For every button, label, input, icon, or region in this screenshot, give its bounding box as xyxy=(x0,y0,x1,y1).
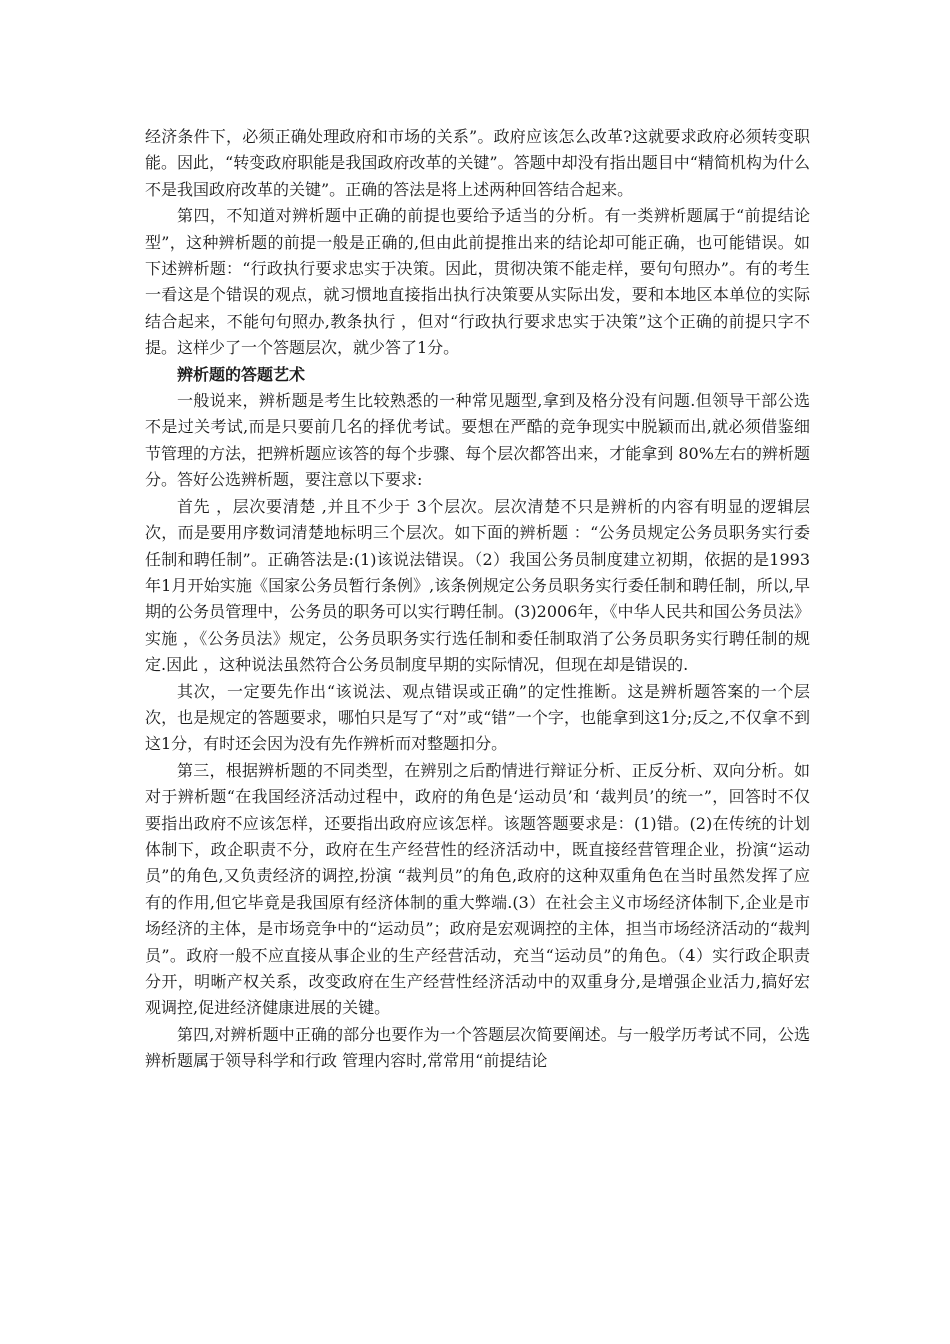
paragraph-second: 其次，一定要先作出“该说法、观点错误或正确”的定性推断。这是辨析题答案的一个层次，也是规定的答题要求，哪怕只是写了“对”或“错”一个字，也能拿到这1分;反之,不仅拿不到这1分，有时还会因为没有先作辨析而对整题扣分。 xyxy=(145,681,810,754)
paragraph-intro: 一般说来，辨析题是考生比较熟悉的一种常见题型,拿到及格分没有问题.但领导干部公选不是过关考试,而是只要前几名的择优考试。要想在严酷的竞争现实中脱颖而出,就必须借鉴细节管理的方法，把辨析题应该答的每个步骤、每个层次都答出来，才能拿到 80%左右的辨析题分。答好公选辨析题，要注意以下要求: xyxy=(145,391,810,490)
paragraph-fourth: 第四,对辨析题中正确的部分也要作为一个答题层次简要阐述。与一般学历考试不同，公选辨析题属于领导科学和行政 管理内容时,常常用“前提结论 xyxy=(145,1024,810,1071)
paragraph-continuation: 经济条件下，必须正确处理政府和市场的关系”。政府应该怎么改革?这就要求政府必须转变职能。因此，“转变政府职能是我国政府改革的关键”。答题中却没有指出题目中“精简机构为什么不是我国政府改革的关键”。正确的答法是将上述两种回答结合起来。 xyxy=(145,127,810,199)
document-body xyxy=(145,124,810,1075)
paragraph-third: 第三，根据辨析题的不同类型，在辨别之后酌情进行辩证分析、正反分析、双向分析。如对于辨析题“在我国经济活动过程中，政府的角色是‘运动员’和 ‘裁判员’的统一”，回答时不仅要指出政府不应该怎样，还要指出政府应该怎样。该题答题要求是：(1)错。(2)在传统的计划体制下，政企职责不分，政府在生产经营性的经济活动中，既直接经营管理企业，扮演“运动员”的角色,又负责经济的调控,扮演 “裁判员”的角色,政府的这种双重角色在当时虽然发挥了应有的作用,但它毕竟是我国原有经济体制的重大弊端.(3）在社会主义市场经济体制下,企业是市场经济的主体，是市场竞争中的“运动员”；政府是宏观调控的主体，担当市场经济活动的“裁判员”。政府一般不应直接从事企业的生产经营活动，充当“运动员”的角色。（4）实行政企职责分开，明晰产权关系，改变政府在生产经营性经济活动中的双重身分,是增强企业活力,搞好宏观调控,促进经济健康进展的关键。 xyxy=(145,760,810,1018)
section-heading: 辨析题的答题艺术 xyxy=(177,364,306,384)
paragraph-fourth-premise: 第四，不知道对辨析题中正确的前提也要给予适当的分析。有一类辨析题属于“前提结论型”，这种辨析题的前提一般是正确的,但由此前提推出来的结论却可能正确，也可能错误。如下述辨析题：“行政执行要求忠实于决策。因此，贯彻决策不能走样，要句句照办”。有的考生一看这是个错误的观点，就习惯地直接指出执行决策要从实际出发，要和本地区本单位的实际结合起来，不能句句照办,教条执行 ，但对“行政执行要求忠实于决策”这个正确的前提只字不提。这样少了一个答题层次，就少答了1分。 xyxy=(145,206,810,358)
paragraph-first: 首先 ，层次要清楚 ,并且不少于 3个层次。层次清楚不只是辨析的内容有明显的逻辑层次，而是要用序数词清楚地标明三个层次。如下面的辨析题 ：“公务员规定公务员职务实行委任制和聘任制”。正确答法是:(1)该说法错误。（2）我国公务员制度建立初期，依据的是1993年1月开始实施《国家公务员暂行条例》,该条例规定公务员职务实行委任制和聘任制，所以,早期的公务员管理中，公务员的职务可以实行聘任制。(3)2006年，《中华人民共和国公务员法》实施 ，《公务员法》规定，公务员职务实行选任制和委任制取消了公务员职务实行聘任制的规定.因此 ，这种说法虽然符合公务员制度早期的实际情况，但现在却是错误的. xyxy=(145,496,810,675)
